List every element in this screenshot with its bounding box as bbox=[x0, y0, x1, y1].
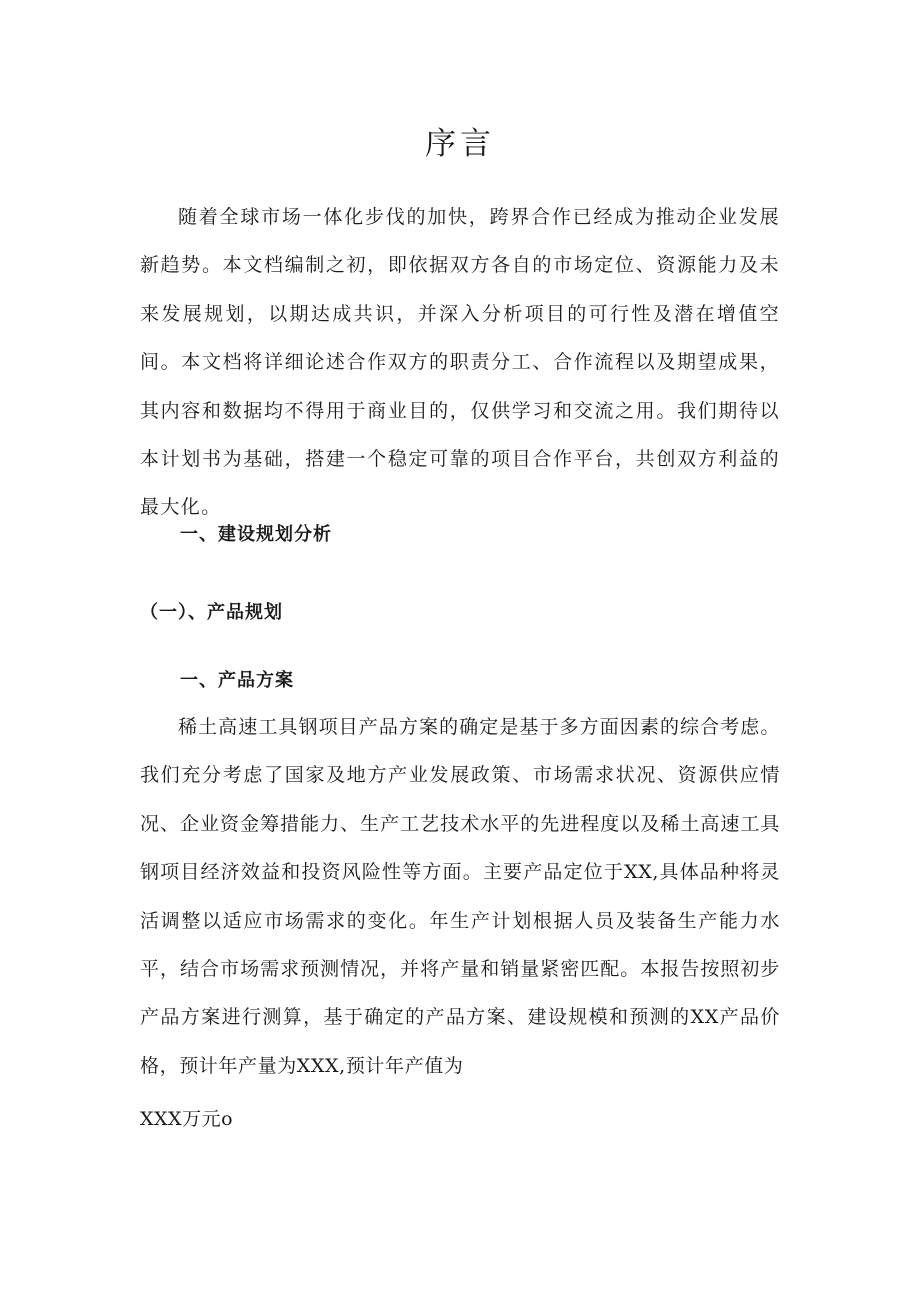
product-scheme-paragraph: 稀土高速工具钢项目产品方案的确定是基于多方面因素的综合考虑。我们充分考虑了国家及地方产业发展政策、市场需求状况、资源供应情况、企业资金筹措能力、生产工艺技术水平的先进程度以及稀土高速工具钢项目经济效益和投资风险性等方面。主要产品定位于XX,具体品种将灵活调整以适应市场需求的变化。年生产计划根据人员及装备生产能力水平，结合市场需求预测情况，并将产量和销量紧密匹配。本报告按照初步产品方案进行测算，基于确定的产品方案、建设规模和预测的XX产品价格，预计年产量为XXX,预计年产值为 bbox=[140, 716, 780, 1077]
section-heading-product-planning: （一）、产品规划 bbox=[140, 602, 283, 623]
section-heading-planning-analysis: 一、建设规划分析 bbox=[180, 524, 332, 545]
preface-paragraph: 随着全球市场一体化步伐的加快，跨界合作已经成为推动企业发展新趋势。本文档编制之初，即依据双方各自的市场定位、资源能力及未来发展规划，以期达成共识，并深入分析项目的可行性及潜在增值空间。本文档将详细论述合作双方的职责分工、合作流程以及期望成果，其内容和数据均不得用于商业目的，仅供学习和交流之用。我们期待以本计划书为基础，搭建一个稳定可靠的项目合作平台，共创双方利益的最大化。 bbox=[140, 206, 780, 519]
page-title: 序言 bbox=[425, 126, 495, 162]
subsection-heading-product-scheme: 一、产品方案 bbox=[180, 670, 294, 691]
product-value-line: XXX万元o bbox=[140, 1108, 234, 1130]
